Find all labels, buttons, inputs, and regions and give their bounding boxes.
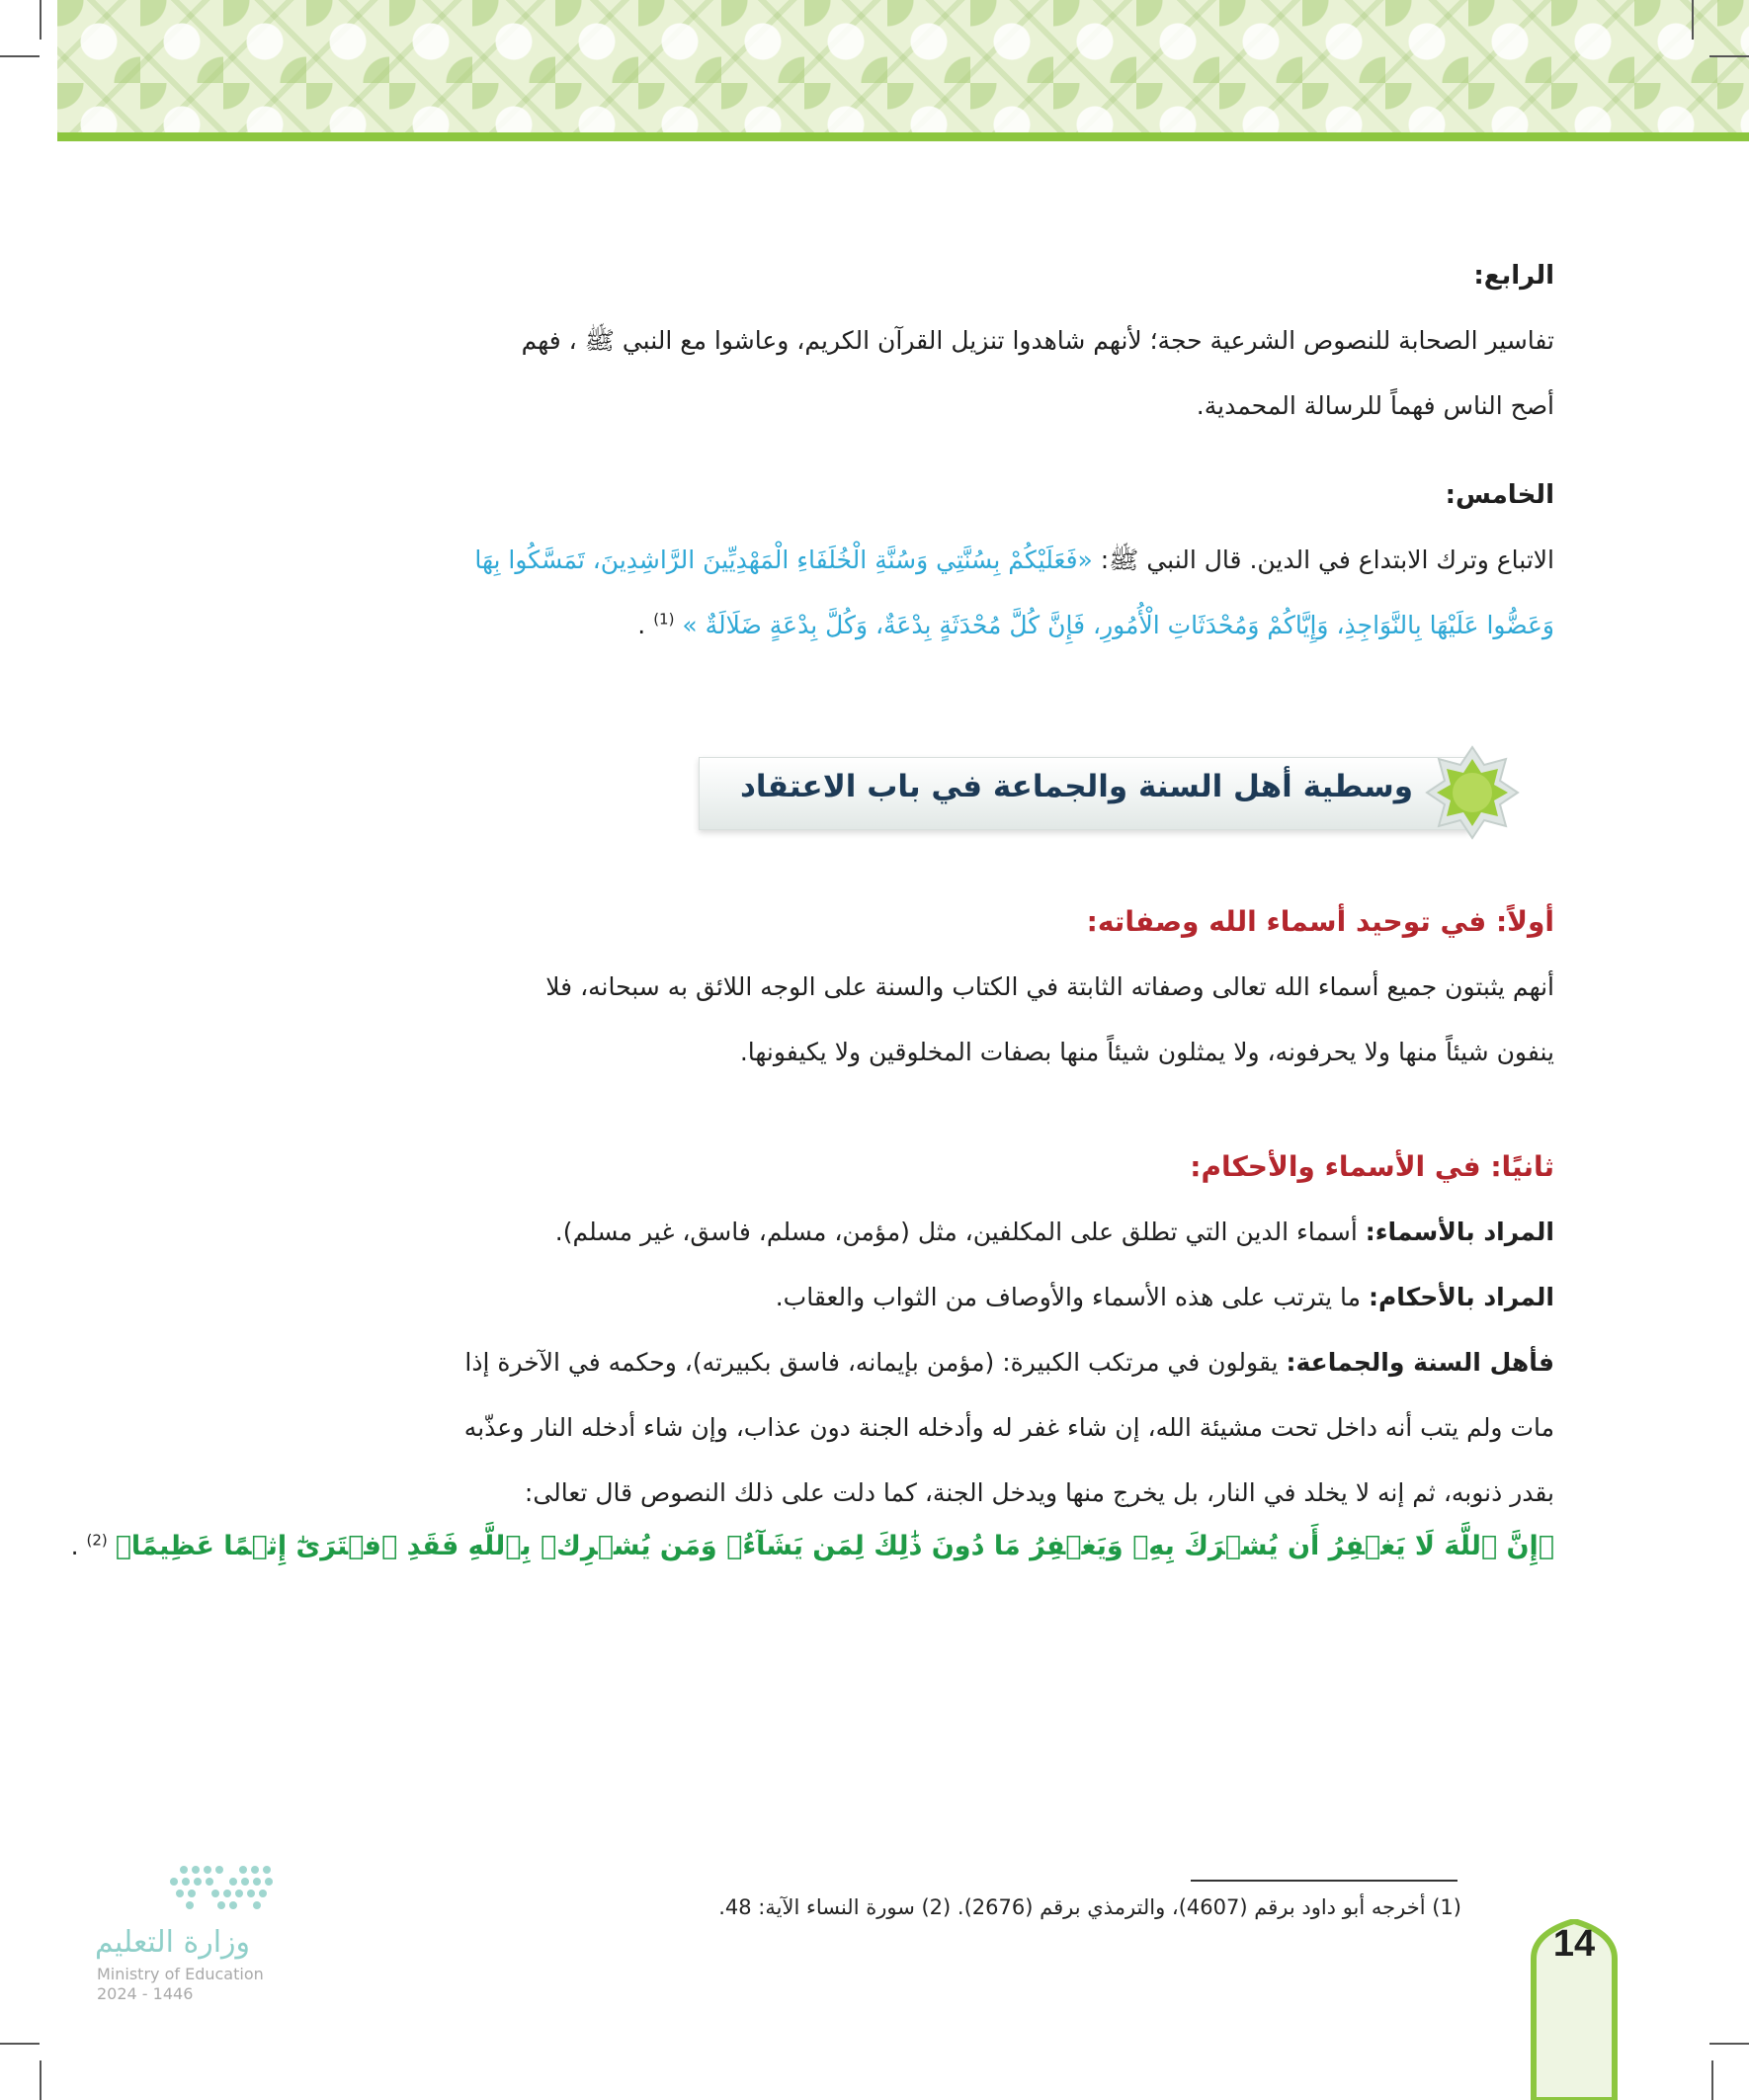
- octagon-star-medallion-icon: [1423, 743, 1522, 842]
- section-banner: [692, 743, 1522, 842]
- section-fifth: [195, 462, 1554, 658]
- paragraph-line: تفاسير الصحابة للنصوص الشرعية حجة؛ لأنهم شاهدوا تنزيل القرآن الكريم، وعاشوا مع النبي ﷺ ، فهم: [521, 326, 1554, 355]
- header-green-rule: [57, 132, 1749, 141]
- footnote-divider: [1191, 1880, 1458, 1882]
- hadith-text: «فَعَلَيْكُمْ بِسُنَّتِي وَسُنَّةِ الْخُلَفَاءِ الْمَهْدِيِّينَ الرَّاشِدِينَ، تَمَسَّكُوا بِهَا: [474, 546, 1093, 574]
- paragraph-line: [195, 593, 1554, 658]
- banner-title: وسطية أهل السنة والجماعة في باب الاعتقاد: [740, 769, 1413, 804]
- paragraph-line: بقدر ذنوبه، ثم إنه لا يخلد في النار، بل يخرج منها ويدخل الجنة، كما دلت على ذلك النصوص قال تعالى:: [524, 1478, 1554, 1507]
- ahl-label: السنة والجماعة:: [1286, 1348, 1481, 1377]
- quran-verse: ﴿إِنَّ ٱللَّهَ لَا يَغۡفِرُ أَن يُشۡرَكَ بِهِۦ وَيَغۡفِرُ مَا دُونَ ذَٰلِكَ لِمَن يَشَآءُۚ وَمَن يُشۡرِكۡ بِٱللَّهِ فَقَدِ ٱفۡتَرَىٰٓ إِثۡمًا عَظِيمًا﴾: [115, 1531, 1554, 1561]
- crop-mark: [1711, 2060, 1713, 2100]
- hadith-text: وَعَضُّوا عَلَيْهَا بِالنَّوَاجِذِ، وَإِيَّاكُمْ وَمُحْدَثَاتِ الْأُمُورِ، فَإِنَّ كُلَّ مُحْدَثَةٍ بِدْعَةٌ، وَكُلَّ بِدْعَةٍ ضَلَالَةٌ »: [682, 611, 1554, 639]
- paragraph-line: أنهم يثبتون جميع أسماء الله تعالى وصفاته الثابتة في الكتاب والسنة على الوجه اللائق به سبحانه، فلا: [545, 972, 1554, 1001]
- plain-text: .: [637, 611, 654, 639]
- ahl-text: يقولون في مرتكب الكبيرة: (مؤمن بإيمانه، فاسق بكبيرته)، وحكمه في الآخرة إذا: [464, 1348, 1287, 1377]
- ahl-prefix: فأهل: [1480, 1348, 1554, 1377]
- crop-mark: [1709, 55, 1749, 57]
- section-second-heading: ثانيًا: في الأسماء والأحكام:: [1190, 1150, 1554, 1183]
- header-pattern-band: [57, 0, 1749, 138]
- crop-mark: [0, 2043, 40, 2045]
- crop-mark: [40, 2060, 42, 2100]
- crop-mark: [0, 55, 40, 57]
- paragraph-line: [195, 528, 1554, 593]
- quran-verse-line: [70, 1514, 1554, 1579]
- paragraph-line: ينفون شيئاً منها ولا يحرفونه، ولا يمثلون شيئاً منها بصفات المخلوقين ولا يكيفونها.: [739, 1038, 1554, 1066]
- plain-text: الاتباع وترك الابتداع في الدين. قال النبي ﷺ:: [1092, 546, 1554, 574]
- paragraph-line: [195, 1330, 1554, 1395]
- section-fourth: [195, 243, 1554, 439]
- rulings-label: المراد بالأحكام:: [1368, 1283, 1554, 1311]
- ministry-name-arabic: وزارة التعليم: [95, 1925, 251, 1960]
- crop-mark: [40, 0, 42, 40]
- footnote-ref: (2): [86, 1531, 108, 1550]
- section-first-heading: أولاً: في توحيد أسماء الله وصفاته:: [1086, 905, 1554, 938]
- names-text: أسماء الدين التي تطلق على المكلفين، مثل (مؤمن، مسلم، فاسق، غير مسلم).: [554, 1218, 1366, 1246]
- section-second: [70, 1134, 1554, 1579]
- ministry-year: 2024 - 1446: [97, 1984, 194, 2003]
- section-first: [195, 889, 1554, 1085]
- section-fifth-heading: الخامس:: [1445, 480, 1554, 510]
- plain-text: .: [70, 1532, 87, 1560]
- footnote-text: (1) أخرجه أبو داود برقم (4607)، والترمذي برقم (2676). (2) سورة النساء الآية: 48.: [718, 1895, 1461, 1919]
- footnote-ref: (1): [653, 610, 675, 629]
- crop-mark: [1709, 2043, 1749, 2045]
- section-fourth-heading: الرابع:: [1473, 261, 1554, 291]
- names-label: المراد بالأسماء:: [1365, 1218, 1554, 1246]
- rulings-text: ما يترتب على هذه الأسماء والأوصاف من الثواب والعقاب.: [775, 1283, 1369, 1311]
- page-number: 14: [1552, 1923, 1596, 1965]
- definition-line: [195, 1265, 1554, 1330]
- ministry-name-english: Ministry of Education: [97, 1965, 264, 1983]
- paragraph-line: مات ولم يتب أنه داخل تحت مشيئة الله، إن شاء غفر له وأدخله الجنة دون عذاب، وإن شاء أدخله النار وعذّبه: [463, 1413, 1554, 1442]
- crop-mark: [1692, 0, 1694, 40]
- definition-line: [195, 1200, 1554, 1265]
- paragraph-line: أصح الناس فهماً للرسالة المحمدية.: [1196, 391, 1554, 420]
